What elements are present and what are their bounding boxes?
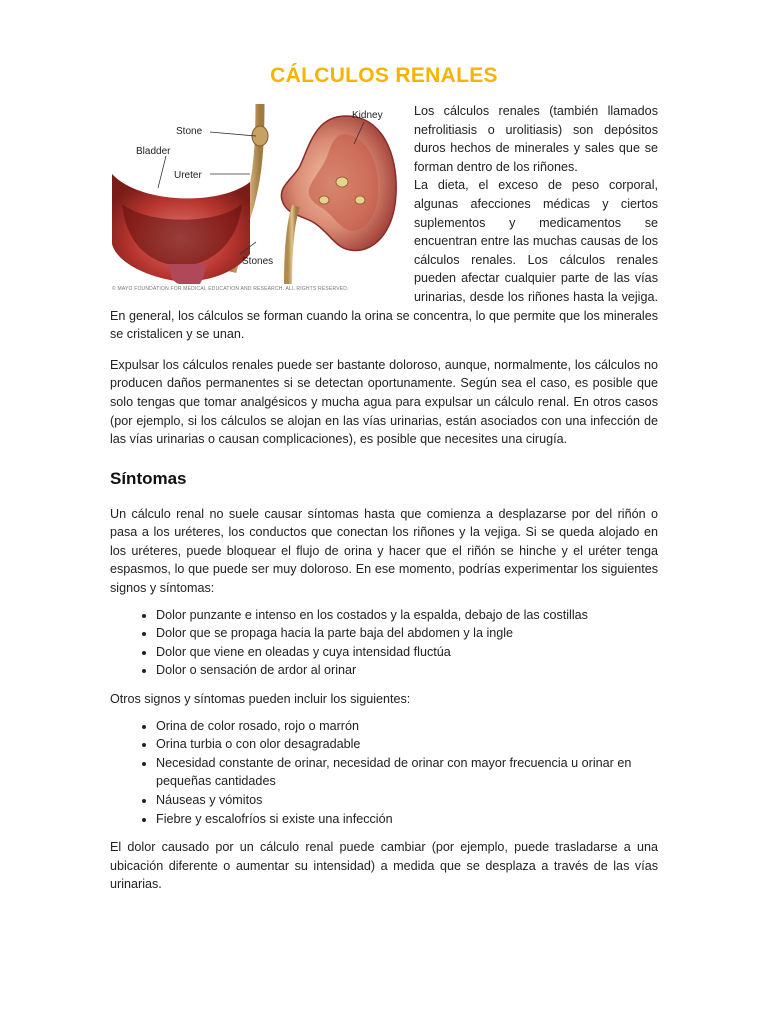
- stone-label: Stone: [176, 126, 203, 137]
- kidney-stones-illustration: [110, 104, 402, 292]
- urethra: [168, 264, 206, 284]
- intro-paragraph-3: Expulsar los cálculos renales puede ser bastante doloroso, aunque, normalmente, los cálculos no producen daños permanentes si se detectan oportunamente. Según sea el caso, es posible que solo tengas que tomar analgésicos y mucha agua para expulsar un cálculo renal. En otros casos (por ejemplo, si los cálculos se alojan en las vías urinarias, están asociados con una infección de las vías urinarias o causan complicaciones), es posible que necesites una cirugía.: [110, 357, 658, 447]
- list-item: • Necesidad constante de orinar, necesidad de orinar con mayor frecuencia u orinar en pequeñas cantidades: [156, 754, 658, 791]
- list-item: • Dolor que viene en oleadas y cuya intensidad fluctúa: [156, 643, 658, 662]
- kidney-label: Kidney: [352, 110, 383, 121]
- kidney-stone-2: [355, 196, 365, 204]
- symptoms-heading: Síntomas: [110, 468, 187, 488]
- ureter-label: Ureter: [174, 170, 202, 181]
- symptoms-list-secondary: [110, 717, 658, 829]
- list-item: • Fiebre y escalofríos si existe una infección: [156, 810, 658, 829]
- list-item: • Dolor punzante e intenso en los costados y la espalda, debajo de las costillas: [156, 606, 658, 625]
- list-item: • Orina de color rosado, rojo o marrón: [156, 717, 658, 736]
- list-item: • Orina turbia o con olor desagradable: [156, 735, 658, 754]
- page-title: CÁLCULOS RENALES: [270, 64, 498, 87]
- intro-paragraph-2: La dieta, el exceso de peso corporal, algunas afecciones médicas y ciertos suplementos y medicamentos se encuentran entre las muchas causas de los cálculos renales. Los cálculos renales pueden afectar cualquier parte de las vías urinarias, desde los riñones hasta la vejiga. En general, los cálculos se forman cuando la orina se concentra, lo que permite que los minerales se cristalicen y se unan.: [110, 178, 658, 342]
- kidney-stone-3: [319, 196, 329, 204]
- document-page: [110, 60, 658, 894]
- anatomy-diagram: [110, 104, 402, 284]
- symptoms-paragraph-1: Un cálculo renal no suele causar síntomas hasta que comienza a desplazarse por del riñón o pasa a los uréteres, los conductos que conectan los riñones y la vejiga. Si se queda alojado en los uréteres, puede bloquear el flujo de orina y hacer que el riñón se hinche y el uréter tenga espasmos, lo que puede ser muy doloroso. En ese momento, podrías experimentar los siguientes signos y síntomas:: [110, 506, 658, 596]
- symptoms-paragraph-3: El dolor causado por un cálculo renal puede cambiar (por ejemplo, puede trasladarse a una ubicación diferente o aumentar su intensidad) a medida que se desplaza a través de las vías urinarias.: [110, 840, 658, 892]
- list-item: • Náuseas y vómitos: [156, 791, 658, 810]
- symptoms-paragraph-2: Otros signos y síntomas pueden incluir los siguientes:: [110, 692, 411, 707]
- intro-paragraph-1: Los cálculos renales (también llamados nefrolitiasis o urolitiasis) son depósitos duros hechos de minerales y sales que se forman dentro de los riñones.: [414, 104, 658, 174]
- kidney-stone-1: [336, 177, 348, 187]
- figure-caption: © MAYO FOUNDATION FOR MEDICAL EDUCATION AND RESEARCH. ALL RIGHTS RESERVED.: [112, 286, 349, 292]
- list-item: • Dolor o sensación de ardor al orinar: [156, 661, 658, 680]
- kidney-ureter: [288, 206, 296, 284]
- bladder-label: Bladder: [136, 146, 171, 157]
- stones-label: Stones: [242, 256, 274, 267]
- list-item: • Dolor que se propaga hacia la parte baja del abdomen y la ingle: [156, 624, 658, 643]
- symptoms-list-primary: [110, 606, 658, 680]
